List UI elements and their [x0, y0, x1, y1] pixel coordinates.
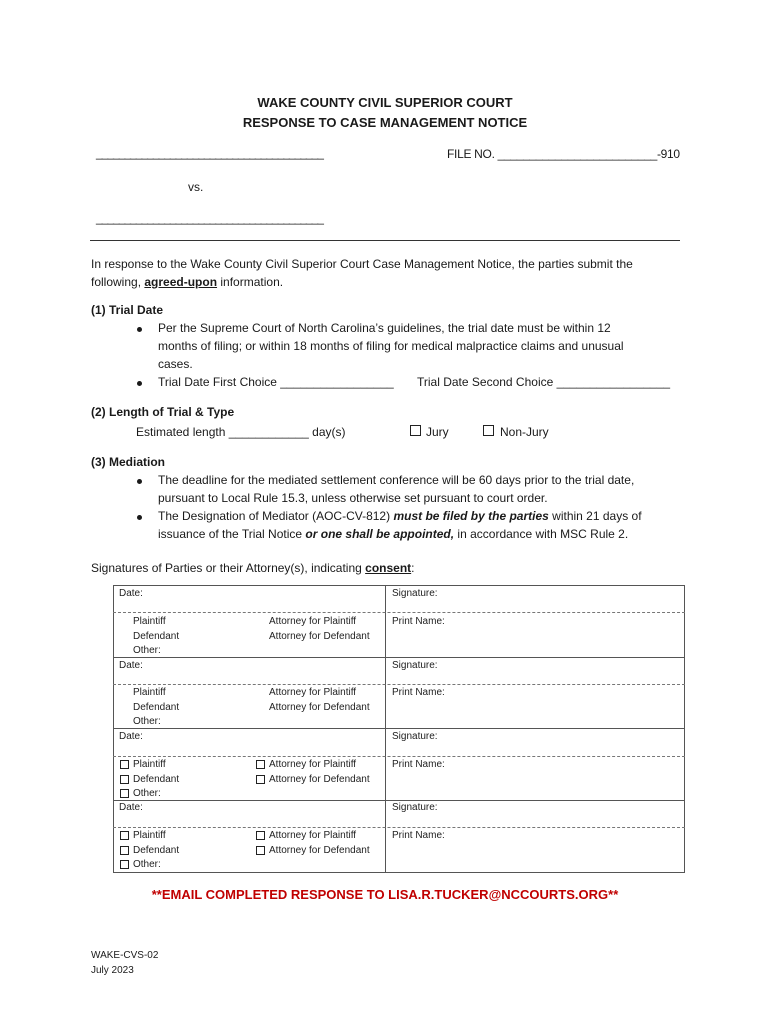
court-title: WAKE COUNTY CIVIL SUPERIOR COURT	[257, 95, 513, 110]
attorney-defendant-checkbox[interactable]	[256, 775, 265, 784]
other-option: Other:	[133, 788, 161, 799]
attorney-plaintiff-option: Attorney for Plaintiff	[269, 830, 357, 841]
section-trial-date-heading: (1) Trial Date	[91, 303, 164, 317]
bullet-icon	[137, 515, 142, 520]
other-option[interactable]: Other:	[133, 645, 161, 656]
non-jury-checkbox[interactable]	[483, 425, 494, 436]
plaintiff-checkbox[interactable]	[120, 760, 129, 769]
signature-field[interactable]: Signature:	[392, 660, 438, 671]
other-option[interactable]: Other:	[133, 716, 161, 727]
caption-divider	[90, 240, 680, 241]
attorney-plaintiff-option[interactable]: Attorney for Plaintiff	[269, 687, 357, 698]
intro-line-2: following, agreed-upon information.	[91, 275, 284, 289]
signatures-heading: Signatures of Parties or their Attorney(s), indicating consent:	[91, 561, 415, 575]
trial-date-guideline-1: Per the Supreme Court of North Carolina’s guidelines, the trial date must be within 12	[158, 321, 611, 335]
other-option: Other:	[133, 859, 161, 870]
defendant-option: Defendant	[133, 774, 180, 785]
date-field[interactable]: Date:	[119, 731, 143, 742]
row-divider	[113, 612, 685, 613]
attorney-plaintiff-option: Attorney for Plaintiff	[269, 759, 357, 770]
attorney-defendant-option: Attorney for Defendant	[269, 774, 370, 785]
print-name-field[interactable]: Print Name:	[392, 616, 445, 627]
defendant-name-field[interactable]: ________________________________________	[96, 211, 323, 225]
agreed-upon-emphasis: agreed-upon	[144, 275, 218, 289]
defendant-checkbox[interactable]	[120, 846, 129, 855]
print-name-field[interactable]: Print Name:	[392, 687, 445, 698]
non-jury-label: Non-Jury	[500, 425, 549, 439]
signature-field[interactable]: Signature:	[392, 588, 438, 599]
bullet-icon	[137, 327, 142, 332]
attorney-plaintiff-checkbox[interactable]	[256, 760, 265, 769]
defendant-option[interactable]: Defendant	[133, 702, 180, 713]
jury-checkbox[interactable]	[410, 425, 421, 436]
jury-label: Jury	[426, 425, 449, 439]
form-id: WAKE-CVS-02	[91, 950, 159, 961]
defendant-option: Defendant	[133, 845, 180, 856]
section-mediation-heading: (3) Mediation	[91, 455, 165, 469]
row-divider	[113, 657, 685, 658]
print-name-field[interactable]: Print Name:	[392, 830, 445, 841]
bullet-icon	[137, 479, 142, 484]
other-checkbox[interactable]	[120, 860, 129, 869]
email-instruction: **EMAIL COMPLETED RESPONSE TO LISA.R.TUCKER@NCCOURTS.ORG**	[151, 887, 619, 902]
signature-field[interactable]: Signature:	[392, 802, 438, 813]
row-divider	[113, 800, 685, 801]
plaintiff-name-field[interactable]: ________________________________________	[96, 146, 323, 160]
defendant-option[interactable]: Defendant	[133, 631, 180, 642]
plaintiff-option: Plaintiff	[133, 759, 166, 770]
plaintiff-checkbox[interactable]	[120, 831, 129, 840]
table-column-divider	[385, 585, 386, 873]
mediation-deadline-line-2: pursuant to Local Rule 15.3, unless otherwise set pursuant to court order.	[158, 491, 548, 505]
mediator-designation-line-1: The Designation of Mediator (AOC-CV-812) must be filed by the parties within 21 days of	[158, 509, 642, 523]
date-field[interactable]: Date:	[119, 802, 143, 813]
versus-label: vs.	[188, 180, 204, 194]
attorney-plaintiff-option[interactable]: Attorney for Plaintiff	[269, 616, 357, 627]
file-number-field[interactable]: FILE NO. _________________________-910	[447, 147, 680, 161]
defendant-checkbox[interactable]	[120, 775, 129, 784]
mediator-designation-line-2: issuance of the Trial Notice or one shall be appointed, in accordance with MSC Rule 2.	[158, 527, 629, 541]
attorney-plaintiff-checkbox[interactable]	[256, 831, 265, 840]
attorney-defendant-option[interactable]: Attorney for Defendant	[269, 631, 370, 642]
form-date: July 2023	[91, 965, 134, 976]
plaintiff-option[interactable]: Plaintiff	[133, 616, 166, 627]
attorney-defendant-option[interactable]: Attorney for Defendant	[269, 702, 370, 713]
trial-date-guideline-2: months of filing; or within 18 months of filing for medical malpractice claims and unusual	[158, 339, 624, 353]
trial-date-first-choice-field[interactable]: Trial Date First Choice _________________	[158, 375, 394, 389]
print-name-field[interactable]: Print Name:	[392, 759, 445, 770]
intro-line-1: In response to the Wake County Civil Superior Court Case Management Notice, the parties submit the	[91, 257, 633, 271]
form-title: RESPONSE TO CASE MANAGEMENT NOTICE	[242, 115, 528, 130]
section-length-heading: (2) Length of Trial & Type	[91, 405, 235, 419]
mediation-deadline-line-1: The deadline for the mediated settlement conference will be 60 days prior to the trial date,	[158, 473, 635, 487]
date-field[interactable]: Date:	[119, 660, 143, 671]
estimated-length-field[interactable]: Estimated length ____________ day(s)	[136, 425, 346, 439]
signature-field[interactable]: Signature:	[392, 731, 438, 742]
other-checkbox[interactable]	[120, 789, 129, 798]
row-divider	[113, 728, 685, 729]
plaintiff-option[interactable]: Plaintiff	[133, 687, 166, 698]
plaintiff-option: Plaintiff	[133, 830, 166, 841]
trial-date-second-choice-field[interactable]: Trial Date Second Choice _________________	[417, 375, 671, 389]
row-divider	[113, 684, 685, 685]
row-divider	[113, 756, 685, 757]
date-field[interactable]: Date:	[119, 588, 143, 599]
trial-date-guideline-3: cases.	[158, 357, 193, 371]
attorney-defendant-checkbox[interactable]	[256, 846, 265, 855]
attorney-defendant-option: Attorney for Defendant	[269, 845, 370, 856]
bullet-icon	[137, 381, 142, 386]
row-divider	[113, 827, 685, 828]
